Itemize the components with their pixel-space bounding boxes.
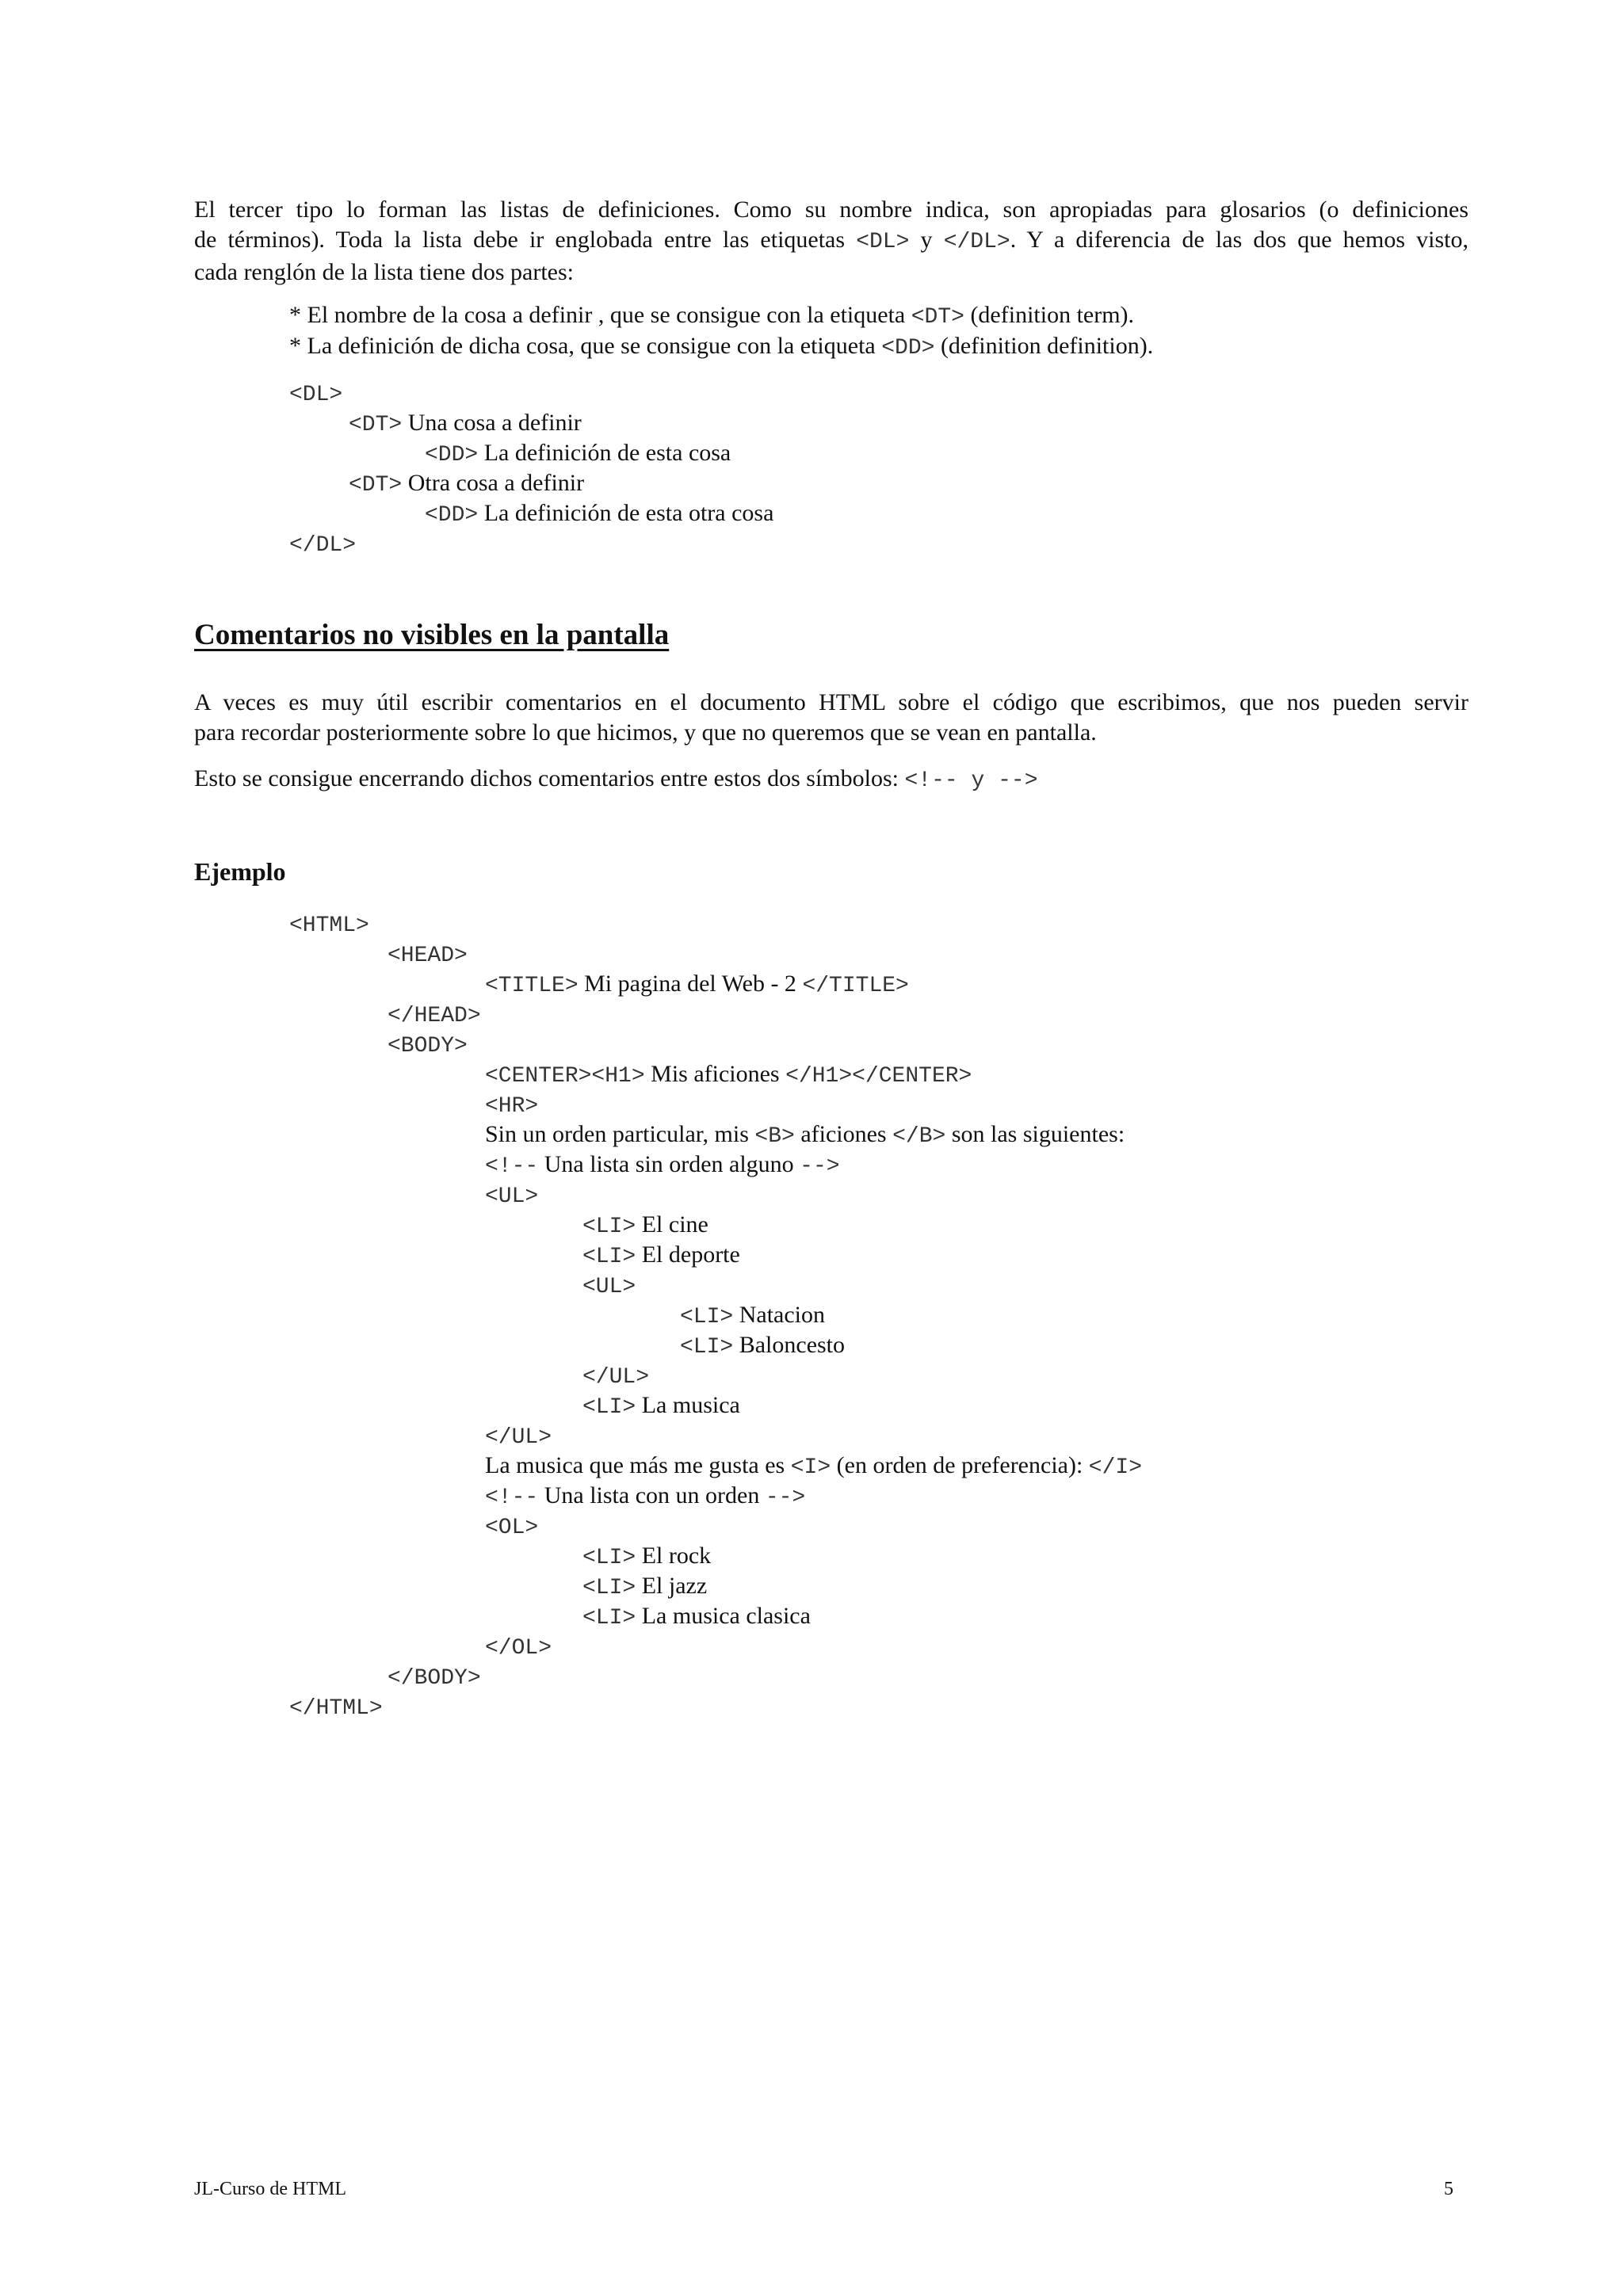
code-line: La musica que más me gusta es <I> (en orden de preferencia): </I>: [485, 1452, 1143, 1480]
code-line: </HTML>: [289, 1696, 383, 1721]
comments-line-2: para recordar posteriormente sobre lo que hicimos, y que no queremos que se vean en pantalla.: [194, 719, 1097, 746]
code-line: <LI> Baloncesto: [680, 1332, 846, 1360]
code-line: <LI> El deporte: [582, 1241, 740, 1269]
dl-example-open: <DL>: [289, 383, 343, 407]
code-line: <UL>: [582, 1275, 636, 1299]
intro-paragraph: [194, 195, 1468, 288]
dl-example-item: <DT> Una cosa a definir: [349, 410, 582, 437]
code-line: </UL>: [485, 1425, 552, 1450]
code-line: <LI> La musica clasica: [582, 1603, 811, 1630]
footer-title: JL-Curso de HTML: [194, 2179, 346, 2199]
code-line: <LI> La musica: [582, 1392, 740, 1420]
code-line: </UL>: [582, 1365, 650, 1390]
code-line: <!-- Una lista con un orden -->: [485, 1482, 806, 1510]
code-line: <CENTER><H1> Mis aficiones </H1></CENTER>: [485, 1061, 972, 1089]
dl-example-item: <DT> Otra cosa a definir: [349, 470, 585, 498]
comments-paragraph: [194, 688, 1468, 748]
code-line: </OL>: [485, 1636, 552, 1661]
section-heading: Comentarios no visibles en la pantalla: [194, 619, 670, 651]
code-line: <LI> El jazz: [582, 1573, 708, 1600]
dl-example-item: <DD> La definición de esta cosa: [425, 440, 731, 467]
intro-line-1: El tercer tipo lo forman las listas de definiciones. Como su nombre indica, son apropiadas para glosarios (o definiciones: [194, 196, 1468, 223]
dl-open-tag: <DL>: [856, 230, 910, 254]
code-line: <LI> Natacion: [680, 1302, 825, 1329]
code-line: <LI> El rock: [582, 1543, 712, 1570]
bullet-dd: * La definición de dicha cosa, que se consigue con la etiqueta <DD> (definition definition).: [289, 333, 1154, 360]
intro-line-2: de términos). Toda la lista debe ir englobada entre las etiquetas <DL> y </DL>. Y a diferencia de las dos que hemos visto,: [194, 227, 1468, 254]
code-line: Sin un orden particular, mis <B> aficiones </B> son las siguientes:: [485, 1121, 1125, 1149]
dl-example-close: </DL>: [289, 533, 357, 558]
code-line: </HEAD>: [388, 1004, 481, 1028]
code-line: <LI> El cine: [582, 1211, 708, 1239]
code-line: <HEAD>: [388, 944, 468, 968]
code-line: <TITLE> Mi pagina del Web - 2 </TITLE>: [485, 971, 909, 998]
comments-line-1: A veces es muy útil escribir comentarios en el documento HTML sobre el código que escribimos, que nos pueden servir: [194, 689, 1468, 715]
dl-close-tag: </DL>: [943, 230, 1010, 254]
comment-close-symbol: -->: [998, 769, 1038, 793]
code-line: <UL>: [485, 1184, 539, 1209]
code-line: <HR>: [485, 1094, 539, 1119]
code-line: <OL>: [485, 1516, 539, 1540]
intro-line-3: cada renglón de la lista tiene dos partes:: [194, 259, 574, 285]
code-line: <BODY>: [388, 1034, 468, 1058]
dl-example-item: <DD> La definición de esta otra cosa: [425, 500, 774, 528]
example-heading: Ejemplo: [194, 857, 286, 886]
code-line: </BODY>: [388, 1666, 481, 1691]
bullet-dt: * El nombre de la cosa a definir , que se consigue con la etiqueta <DT> (definition term).: [289, 302, 1135, 330]
comment-open-symbol: <!--: [904, 769, 958, 793]
code-line: <HTML>: [289, 913, 369, 938]
page-number: 5: [1444, 2179, 1453, 2199]
comments-symbols-paragraph: Esto se consigue encerrando dichos comentarios entre estos dos símbolos: <!-- y -->: [194, 765, 1038, 793]
code-line: <!-- Una lista sin orden alguno -->: [485, 1151, 840, 1179]
